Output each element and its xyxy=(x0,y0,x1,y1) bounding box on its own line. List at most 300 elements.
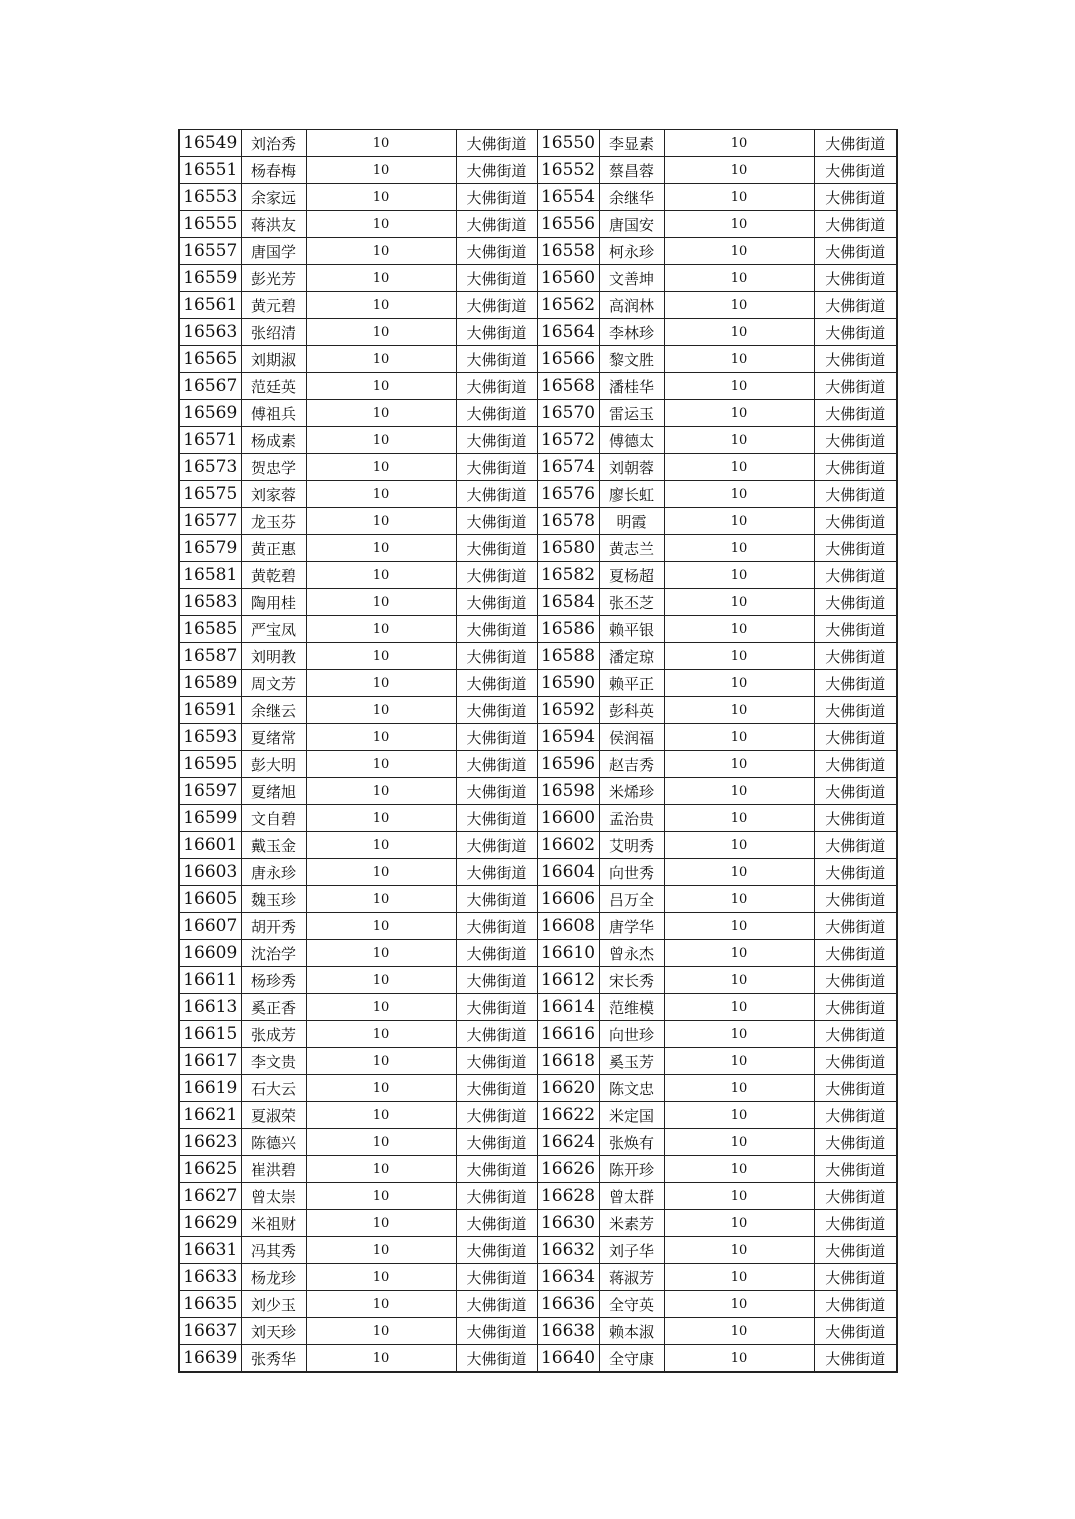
right-amount-value: 10 xyxy=(664,1210,814,1237)
left-record-id: 16581 xyxy=(179,562,241,589)
right-amount-value: 10 xyxy=(664,1021,814,1048)
right-record-id: 16564 xyxy=(537,319,599,346)
left-record-id: 16615 xyxy=(179,1021,241,1048)
left-record-id: 16549 xyxy=(179,130,241,157)
right-person-name: 吕万全 xyxy=(599,886,664,913)
left-amount-value: 10 xyxy=(306,1048,456,1075)
right-person-name: 文善坤 xyxy=(599,265,664,292)
right-amount-value: 10 xyxy=(664,643,814,670)
left-street-name: 大佛街道 xyxy=(456,400,537,427)
left-amount-value: 10 xyxy=(306,1183,456,1210)
right-street-name: 大佛街道 xyxy=(814,1183,897,1210)
left-amount-value: 10 xyxy=(306,238,456,265)
right-amount-value: 10 xyxy=(664,778,814,805)
left-street-name: 大佛街道 xyxy=(456,643,537,670)
right-street-name: 大佛街道 xyxy=(814,1345,897,1373)
right-street-name: 大佛街道 xyxy=(814,859,897,886)
left-person-name: 石大云 xyxy=(241,1075,306,1102)
right-record-id: 16612 xyxy=(537,967,599,994)
left-street-name: 大佛街道 xyxy=(456,1264,537,1291)
right-person-name: 向世珍 xyxy=(599,1021,664,1048)
table-row xyxy=(179,724,897,751)
right-record-id: 16584 xyxy=(537,589,599,616)
left-person-name: 彭大明 xyxy=(241,751,306,778)
left-amount-value: 10 xyxy=(306,1129,456,1156)
right-amount-value: 10 xyxy=(664,238,814,265)
left-street-name: 大佛街道 xyxy=(456,589,537,616)
left-street-name: 大佛街道 xyxy=(456,913,537,940)
left-record-id: 16573 xyxy=(179,454,241,481)
right-street-name: 大佛街道 xyxy=(814,1210,897,1237)
left-record-id: 16619 xyxy=(179,1075,241,1102)
left-person-name: 黄乾碧 xyxy=(241,562,306,589)
left-person-name: 杨珍秀 xyxy=(241,967,306,994)
table-row xyxy=(179,589,897,616)
right-record-id: 16632 xyxy=(537,1237,599,1264)
left-street-name: 大佛街道 xyxy=(456,1318,537,1345)
left-record-id: 16563 xyxy=(179,319,241,346)
left-street-name: 大佛街道 xyxy=(456,1129,537,1156)
left-person-name: 黄元碧 xyxy=(241,292,306,319)
left-record-id: 16583 xyxy=(179,589,241,616)
left-amount-value: 10 xyxy=(306,211,456,238)
right-street-name: 大佛街道 xyxy=(814,832,897,859)
right-street-name: 大佛街道 xyxy=(814,994,897,1021)
left-amount-value: 10 xyxy=(306,157,456,184)
right-amount-value: 10 xyxy=(664,886,814,913)
right-street-name: 大佛街道 xyxy=(814,427,897,454)
right-amount-value: 10 xyxy=(664,400,814,427)
left-record-id: 16603 xyxy=(179,859,241,886)
left-record-id: 16557 xyxy=(179,238,241,265)
table-row xyxy=(179,427,897,454)
right-person-name: 米素芳 xyxy=(599,1210,664,1237)
right-record-id: 16638 xyxy=(537,1318,599,1345)
right-record-id: 16576 xyxy=(537,481,599,508)
right-person-name: 艾明秀 xyxy=(599,832,664,859)
table-row xyxy=(179,508,897,535)
table-row xyxy=(179,1264,897,1291)
left-record-id: 16609 xyxy=(179,940,241,967)
right-record-id: 16610 xyxy=(537,940,599,967)
right-street-name: 大佛街道 xyxy=(814,211,897,238)
right-record-id: 16616 xyxy=(537,1021,599,1048)
left-record-id: 16625 xyxy=(179,1156,241,1183)
right-person-name: 范维模 xyxy=(599,994,664,1021)
table-row xyxy=(179,778,897,805)
left-record-id: 16589 xyxy=(179,670,241,697)
left-amount-value: 10 xyxy=(306,994,456,1021)
right-street-name: 大佛街道 xyxy=(814,1102,897,1129)
right-record-id: 16636 xyxy=(537,1291,599,1318)
left-street-name: 大佛街道 xyxy=(456,940,537,967)
left-person-name: 彭光芳 xyxy=(241,265,306,292)
left-record-id: 16571 xyxy=(179,427,241,454)
left-amount-value: 10 xyxy=(306,967,456,994)
right-amount-value: 10 xyxy=(664,940,814,967)
left-amount-value: 10 xyxy=(306,1102,456,1129)
left-person-name: 张成芳 xyxy=(241,1021,306,1048)
right-street-name: 大佛街道 xyxy=(814,1318,897,1345)
left-amount-value: 10 xyxy=(306,373,456,400)
right-record-id: 16602 xyxy=(537,832,599,859)
left-record-id: 16617 xyxy=(179,1048,241,1075)
table-row xyxy=(179,967,897,994)
right-amount-value: 10 xyxy=(664,427,814,454)
table-row xyxy=(179,1129,897,1156)
right-street-name: 大佛街道 xyxy=(814,1021,897,1048)
left-amount-value: 10 xyxy=(306,346,456,373)
table-row xyxy=(179,292,897,319)
table-row xyxy=(179,1156,897,1183)
left-street-name: 大佛街道 xyxy=(456,1021,537,1048)
left-amount-value: 10 xyxy=(306,400,456,427)
table-row xyxy=(179,1183,897,1210)
right-street-name: 大佛街道 xyxy=(814,157,897,184)
right-amount-value: 10 xyxy=(664,670,814,697)
left-record-id: 16607 xyxy=(179,913,241,940)
right-person-name: 柯永珍 xyxy=(599,238,664,265)
left-amount-value: 10 xyxy=(306,724,456,751)
right-street-name: 大佛街道 xyxy=(814,292,897,319)
left-person-name: 周文芳 xyxy=(241,670,306,697)
right-record-id: 16588 xyxy=(537,643,599,670)
right-record-id: 16640 xyxy=(537,1345,599,1373)
left-record-id: 16621 xyxy=(179,1102,241,1129)
right-record-id: 16556 xyxy=(537,211,599,238)
left-person-name: 傅祖兵 xyxy=(241,400,306,427)
right-amount-value: 10 xyxy=(664,265,814,292)
right-street-name: 大佛街道 xyxy=(814,778,897,805)
table-row xyxy=(179,481,897,508)
left-street-name: 大佛街道 xyxy=(456,994,537,1021)
right-street-name: 大佛街道 xyxy=(814,940,897,967)
table-row xyxy=(179,535,897,562)
left-record-id: 16595 xyxy=(179,751,241,778)
left-street-name: 大佛街道 xyxy=(456,751,537,778)
left-amount-value: 10 xyxy=(306,643,456,670)
left-street-name: 大佛街道 xyxy=(456,265,537,292)
left-person-name: 贺忠学 xyxy=(241,454,306,481)
right-record-id: 16596 xyxy=(537,751,599,778)
table-row xyxy=(179,265,897,292)
left-person-name: 刘少玉 xyxy=(241,1291,306,1318)
left-street-name: 大佛街道 xyxy=(456,427,537,454)
left-record-id: 16637 xyxy=(179,1318,241,1345)
right-amount-value: 10 xyxy=(664,157,814,184)
right-amount-value: 10 xyxy=(664,616,814,643)
right-street-name: 大佛街道 xyxy=(814,346,897,373)
right-street-name: 大佛街道 xyxy=(814,1237,897,1264)
left-amount-value: 10 xyxy=(306,1075,456,1102)
right-person-name: 陈开珍 xyxy=(599,1156,664,1183)
left-person-name: 李文贵 xyxy=(241,1048,306,1075)
left-street-name: 大佛街道 xyxy=(456,535,537,562)
right-amount-value: 10 xyxy=(664,319,814,346)
right-street-name: 大佛街道 xyxy=(814,319,897,346)
right-person-name: 刘朝蓉 xyxy=(599,454,664,481)
table-row xyxy=(179,130,897,157)
table-row xyxy=(179,832,897,859)
table-row xyxy=(179,859,897,886)
left-amount-value: 10 xyxy=(306,427,456,454)
right-amount-value: 10 xyxy=(664,994,814,1021)
right-record-id: 16562 xyxy=(537,292,599,319)
right-person-name: 宋长秀 xyxy=(599,967,664,994)
left-street-name: 大佛街道 xyxy=(456,562,537,589)
left-person-name: 张秀华 xyxy=(241,1345,306,1373)
left-street-name: 大佛街道 xyxy=(456,697,537,724)
right-record-id: 16622 xyxy=(537,1102,599,1129)
left-street-name: 大佛街道 xyxy=(456,967,537,994)
left-amount-value: 10 xyxy=(306,832,456,859)
left-amount-value: 10 xyxy=(306,481,456,508)
table-row xyxy=(179,454,897,481)
left-amount-value: 10 xyxy=(306,805,456,832)
left-person-name: 夏绪旭 xyxy=(241,778,306,805)
left-record-id: 16567 xyxy=(179,373,241,400)
table-row xyxy=(179,643,897,670)
right-street-name: 大佛街道 xyxy=(814,967,897,994)
right-street-name: 大佛街道 xyxy=(814,1048,897,1075)
left-amount-value: 10 xyxy=(306,751,456,778)
table-row xyxy=(179,1075,897,1102)
right-person-name: 彭科英 xyxy=(599,697,664,724)
left-street-name: 大佛街道 xyxy=(456,184,537,211)
left-street-name: 大佛街道 xyxy=(456,832,537,859)
right-street-name: 大佛街道 xyxy=(814,886,897,913)
right-person-name: 潘桂华 xyxy=(599,373,664,400)
left-record-id: 16565 xyxy=(179,346,241,373)
right-person-name: 赖本淑 xyxy=(599,1318,664,1345)
right-amount-value: 10 xyxy=(664,292,814,319)
left-person-name: 唐国学 xyxy=(241,238,306,265)
left-person-name: 杨龙珍 xyxy=(241,1264,306,1291)
left-amount-value: 10 xyxy=(306,670,456,697)
right-record-id: 16604 xyxy=(537,859,599,886)
left-street-name: 大佛街道 xyxy=(456,1075,537,1102)
right-person-name: 高润林 xyxy=(599,292,664,319)
left-street-name: 大佛街道 xyxy=(456,508,537,535)
left-person-name: 曾太崇 xyxy=(241,1183,306,1210)
left-amount-value: 10 xyxy=(306,535,456,562)
right-record-id: 16620 xyxy=(537,1075,599,1102)
right-record-id: 16598 xyxy=(537,778,599,805)
right-amount-value: 10 xyxy=(664,508,814,535)
right-street-name: 大佛街道 xyxy=(814,1156,897,1183)
left-amount-value: 10 xyxy=(306,1345,456,1373)
right-street-name: 大佛街道 xyxy=(814,616,897,643)
left-person-name: 严宝凤 xyxy=(241,616,306,643)
left-street-name: 大佛街道 xyxy=(456,805,537,832)
right-person-name: 米烯珍 xyxy=(599,778,664,805)
right-amount-value: 10 xyxy=(664,832,814,859)
right-street-name: 大佛街道 xyxy=(814,265,897,292)
table-row xyxy=(179,184,897,211)
left-person-name: 张绍清 xyxy=(241,319,306,346)
right-person-name: 全守康 xyxy=(599,1345,664,1373)
right-person-name: 奚玉芳 xyxy=(599,1048,664,1075)
right-amount-value: 10 xyxy=(664,589,814,616)
table-row xyxy=(179,157,897,184)
table-row xyxy=(179,562,897,589)
table-row xyxy=(179,913,897,940)
right-record-id: 16590 xyxy=(537,670,599,697)
left-person-name: 胡开秀 xyxy=(241,913,306,940)
table-row xyxy=(179,400,897,427)
left-record-id: 16553 xyxy=(179,184,241,211)
left-amount-value: 10 xyxy=(306,1318,456,1345)
left-amount-value: 10 xyxy=(306,130,456,157)
left-street-name: 大佛街道 xyxy=(456,886,537,913)
right-street-name: 大佛街道 xyxy=(814,454,897,481)
left-street-name: 大佛街道 xyxy=(456,778,537,805)
right-amount-value: 10 xyxy=(664,1129,814,1156)
right-street-name: 大佛街道 xyxy=(814,400,897,427)
right-person-name: 侯润福 xyxy=(599,724,664,751)
right-person-name: 唐学华 xyxy=(599,913,664,940)
left-person-name: 夏绪常 xyxy=(241,724,306,751)
right-record-id: 16566 xyxy=(537,346,599,373)
right-amount-value: 10 xyxy=(664,1075,814,1102)
left-amount-value: 10 xyxy=(306,589,456,616)
left-record-id: 16597 xyxy=(179,778,241,805)
right-amount-value: 10 xyxy=(664,1237,814,1264)
left-amount-value: 10 xyxy=(306,778,456,805)
left-record-id: 16635 xyxy=(179,1291,241,1318)
right-person-name: 赖平正 xyxy=(599,670,664,697)
right-street-name: 大佛街道 xyxy=(814,805,897,832)
right-amount-value: 10 xyxy=(664,562,814,589)
left-amount-value: 10 xyxy=(306,562,456,589)
left-record-id: 16569 xyxy=(179,400,241,427)
right-street-name: 大佛街道 xyxy=(814,751,897,778)
left-amount-value: 10 xyxy=(306,454,456,481)
right-amount-value: 10 xyxy=(664,1183,814,1210)
right-person-name: 曾太群 xyxy=(599,1183,664,1210)
right-record-id: 16572 xyxy=(537,427,599,454)
right-person-name: 张丕芝 xyxy=(599,589,664,616)
left-street-name: 大佛街道 xyxy=(456,211,537,238)
left-record-id: 16593 xyxy=(179,724,241,751)
right-amount-value: 10 xyxy=(664,1264,814,1291)
left-person-name: 沈治学 xyxy=(241,940,306,967)
right-record-id: 16614 xyxy=(537,994,599,1021)
right-amount-value: 10 xyxy=(664,211,814,238)
left-amount-value: 10 xyxy=(306,616,456,643)
right-amount-value: 10 xyxy=(664,1345,814,1373)
left-record-id: 16633 xyxy=(179,1264,241,1291)
right-person-name: 黄志兰 xyxy=(599,535,664,562)
left-amount-value: 10 xyxy=(306,265,456,292)
right-record-id: 16606 xyxy=(537,886,599,913)
right-record-id: 16630 xyxy=(537,1210,599,1237)
left-person-name: 米祖财 xyxy=(241,1210,306,1237)
left-record-id: 16627 xyxy=(179,1183,241,1210)
right-street-name: 大佛街道 xyxy=(814,643,897,670)
right-amount-value: 10 xyxy=(664,967,814,994)
left-record-id: 16555 xyxy=(179,211,241,238)
left-amount-value: 10 xyxy=(306,1291,456,1318)
right-person-name: 赖平银 xyxy=(599,616,664,643)
left-amount-value: 10 xyxy=(306,1210,456,1237)
right-street-name: 大佛街道 xyxy=(814,1129,897,1156)
right-record-id: 16600 xyxy=(537,805,599,832)
left-person-name: 刘明教 xyxy=(241,643,306,670)
roster-table xyxy=(178,129,898,1373)
left-amount-value: 10 xyxy=(306,1264,456,1291)
right-record-id: 16550 xyxy=(537,130,599,157)
left-person-name: 文自碧 xyxy=(241,805,306,832)
left-street-name: 大佛街道 xyxy=(456,1156,537,1183)
right-record-id: 16618 xyxy=(537,1048,599,1075)
right-amount-value: 10 xyxy=(664,1291,814,1318)
left-street-name: 大佛街道 xyxy=(456,454,537,481)
right-amount-value: 10 xyxy=(664,724,814,751)
left-person-name: 刘期淑 xyxy=(241,346,306,373)
right-person-name: 余继华 xyxy=(599,184,664,211)
right-record-id: 16554 xyxy=(537,184,599,211)
right-person-name: 蒋淑芳 xyxy=(599,1264,664,1291)
left-amount-value: 10 xyxy=(306,1237,456,1264)
right-person-name: 李林珍 xyxy=(599,319,664,346)
left-street-name: 大佛街道 xyxy=(456,1237,537,1264)
right-amount-value: 10 xyxy=(664,805,814,832)
right-street-name: 大佛街道 xyxy=(814,589,897,616)
right-person-name: 赵吉秀 xyxy=(599,751,664,778)
left-amount-value: 10 xyxy=(306,292,456,319)
right-amount-value: 10 xyxy=(664,751,814,778)
left-record-id: 16629 xyxy=(179,1210,241,1237)
table-row xyxy=(179,1021,897,1048)
right-record-id: 16578 xyxy=(537,508,599,535)
left-amount-value: 10 xyxy=(306,319,456,346)
table-row xyxy=(179,1345,897,1373)
right-person-name: 廖长虹 xyxy=(599,481,664,508)
right-street-name: 大佛街道 xyxy=(814,1264,897,1291)
right-record-id: 16570 xyxy=(537,400,599,427)
right-record-id: 16628 xyxy=(537,1183,599,1210)
left-record-id: 16585 xyxy=(179,616,241,643)
right-person-name: 陈文忠 xyxy=(599,1075,664,1102)
left-record-id: 16599 xyxy=(179,805,241,832)
right-street-name: 大佛街道 xyxy=(814,481,897,508)
left-person-name: 冯其秀 xyxy=(241,1237,306,1264)
table-row xyxy=(179,1291,897,1318)
left-record-id: 16575 xyxy=(179,481,241,508)
left-person-name: 余继云 xyxy=(241,697,306,724)
left-amount-value: 10 xyxy=(306,697,456,724)
right-person-name: 向世秀 xyxy=(599,859,664,886)
right-person-name: 傅德太 xyxy=(599,427,664,454)
left-street-name: 大佛街道 xyxy=(456,1102,537,1129)
right-amount-value: 10 xyxy=(664,535,814,562)
left-amount-value: 10 xyxy=(306,508,456,535)
left-record-id: 16579 xyxy=(179,535,241,562)
left-amount-value: 10 xyxy=(306,886,456,913)
left-person-name: 奚正香 xyxy=(241,994,306,1021)
right-record-id: 16558 xyxy=(537,238,599,265)
table-row xyxy=(179,1237,897,1264)
right-person-name: 全守英 xyxy=(599,1291,664,1318)
table-row xyxy=(179,697,897,724)
left-record-id: 16559 xyxy=(179,265,241,292)
right-record-id: 16634 xyxy=(537,1264,599,1291)
left-person-name: 陶用桂 xyxy=(241,589,306,616)
left-record-id: 16601 xyxy=(179,832,241,859)
left-amount-value: 10 xyxy=(306,913,456,940)
left-street-name: 大佛街道 xyxy=(456,130,537,157)
